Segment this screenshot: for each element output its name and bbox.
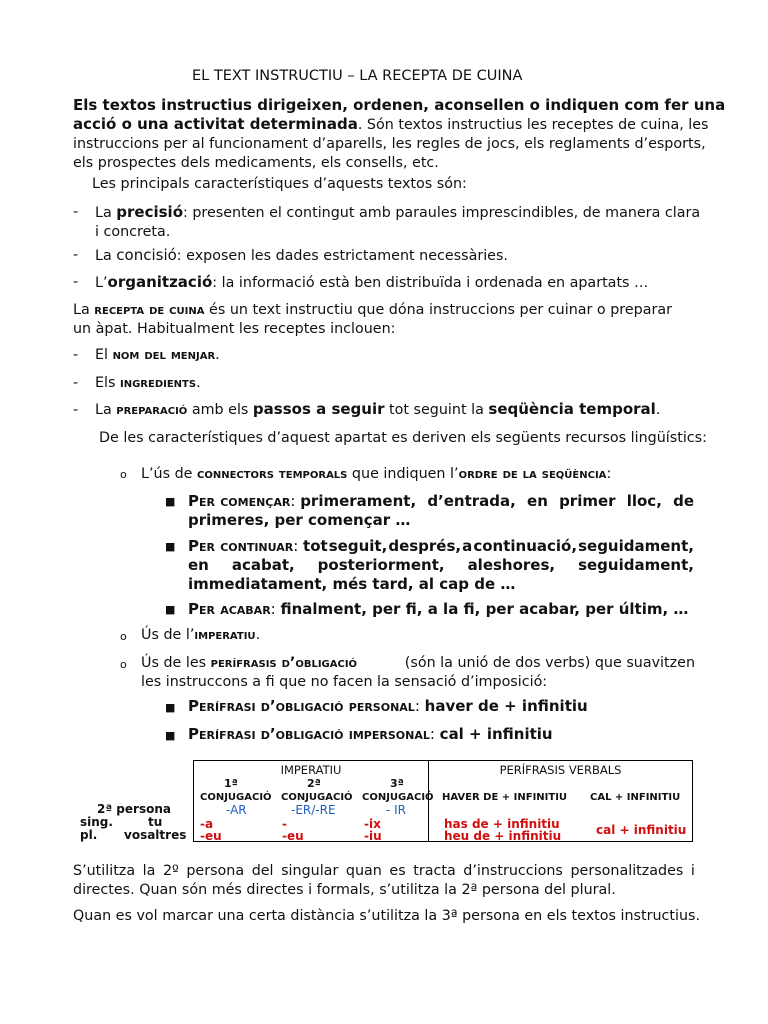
square-bullet-icon: ■	[165, 495, 176, 508]
grammar-table	[193, 760, 693, 842]
connector-continue: Per continuar: tot seguit, després, a continuació, seguidament, en acabat, posteriorment, aleshores, seguidament, immediatament, més tard, al cap de …	[188, 537, 694, 593]
list-dash: -	[73, 204, 79, 220]
connectors-heading: L’ús de connectors temporals que indiquen l’ordre de la seqüència:	[141, 466, 612, 482]
sing-1: -a	[200, 817, 214, 831]
intro-line-4: els prospectes dels medicaments, els consells, etc.	[73, 155, 439, 171]
closing-paragraph-2: Quan es vol marcar una certa distància s’utilitza la 3ª persona en els textos instructius.	[73, 908, 701, 924]
ending-ar: -AR	[226, 803, 247, 817]
list-dash: -	[73, 247, 79, 263]
row-label-sing: sing.	[80, 815, 113, 829]
recipe-item-preparation: La preparació amb els passos a seguir tot seguint la seqüència temporal.	[95, 400, 661, 418]
intro-line-1: Els textos instructius dirigeixen, ordenen, aconsellen o indiquen com fer una	[73, 96, 726, 114]
characteristic-organization: L’organització: la informació està ben distribuïda i ordenada en apartats …	[95, 273, 649, 291]
haver-sing: has de + infinitiu	[444, 817, 560, 831]
imperative-item: Ús de l’imperatiu.	[141, 627, 261, 643]
characteristics-lead: Les principals característiques d’aquests textos són:	[92, 176, 467, 192]
recipe-paragraph: La recepta de cuina és un text instructiu que dóna instruccions per cuinar o preparar un àpat. Habitualment les receptes inclouen:	[73, 302, 673, 337]
periphrasis-impersonal: Perífrasi d’obligació impersonal: cal + infinitiu	[188, 725, 553, 743]
circle-bullet-icon: o	[120, 630, 127, 643]
page-title: EL TEXT INSTRUCTIU – LA RECEPTA DE CUINA	[192, 68, 523, 84]
closing-paragraph-1: S’utilitza la 2º persona del singular quan es tracta d’instruccions personalitzades i directes. Quan són més directes i formals, s’utilitza la 2ª persona del plural.	[73, 863, 695, 898]
intro-paragraph	[73, 96, 726, 173]
ending-er: -ER/-RE	[291, 803, 336, 817]
conj-1: 1ª	[224, 777, 238, 790]
list-dash: -	[73, 402, 79, 418]
square-bullet-icon: ■	[165, 603, 176, 616]
col-cal: CAL + INFINITIU	[590, 792, 681, 803]
list-dash: -	[73, 375, 79, 391]
list-dash: -	[73, 347, 79, 363]
conj-label-3: CONJUGACIÓ	[362, 792, 434, 803]
circle-bullet-icon: o	[120, 468, 127, 481]
characteristic-precision: La precisió: presenten el contingut amb paraules imprescindibles, de manera clara i concreta.	[95, 203, 701, 240]
intro-line-3: instruccions per al funcionament d’aparells, les regles de jocs, els reglaments d’esports,	[73, 136, 706, 152]
row-label-tu: tu	[148, 815, 163, 829]
ending-ir: - IR	[386, 803, 407, 817]
plur-1: -eu	[200, 829, 222, 843]
square-bullet-icon: ■	[165, 729, 176, 742]
row-label-pl: pl.	[80, 828, 98, 842]
plur-2: -eu	[282, 829, 304, 843]
table-header-periphrasis: PERÍFRASIS VERBALS	[499, 763, 622, 777]
connector-end: Per acabar: finalment, per fi, a la fi, per acabar, per últim, …	[188, 600, 689, 618]
conj-3: 3ª	[390, 777, 404, 790]
characteristic-concision: La concisió: exposen les dades estrictament necessàries.	[95, 246, 508, 264]
resources-lead: De les característiques d’aquest apartat es deriven els següents recursos lingüístics:	[99, 430, 707, 446]
recipe-item-name: El nom del menjar.	[95, 347, 220, 363]
connector-start: Per començar: primerament, d’entrada, en primer lloc, de primeres, per començar …	[188, 492, 694, 529]
conj-2: 2ª	[307, 777, 321, 790]
row-label-vos: vosaltres	[124, 828, 187, 842]
sing-2: -	[282, 817, 287, 831]
conj-label-1: CONJUGACIÓ	[200, 792, 272, 803]
cal-value: cal + infinitiu	[596, 823, 687, 837]
sing-3: -ix	[364, 817, 381, 831]
table-header-imperative: IMPERATIU	[280, 763, 342, 777]
haver-plur: heu de + infinitiu	[444, 829, 562, 843]
col-haver: HAVER DE + INFINITIU	[442, 792, 568, 803]
square-bullet-icon: ■	[165, 540, 176, 553]
conj-label-2: CONJUGACIÓ	[281, 792, 353, 803]
periphrasis-item: Ús de les perífrasis d’obligació (són la unió de dos verbs) que suavitzen les instruccons a fi que no facen la sensació d’imposició:	[141, 655, 695, 690]
square-bullet-icon: ■	[165, 701, 176, 714]
intro-line-2: acció o una activitat determinada. Són textos instructius les receptes de cuina, les	[73, 115, 709, 133]
list-dash: -	[73, 274, 79, 290]
plur-3: -iu	[364, 829, 382, 843]
recipe-item-ingredients: Els ingredients.	[95, 375, 201, 391]
row-label-person: 2ª persona	[97, 802, 171, 816]
periphrasis-personal: Perífrasi d’obligació personal: haver de + infinitiu	[188, 697, 588, 715]
circle-bullet-icon: o	[120, 658, 127, 671]
